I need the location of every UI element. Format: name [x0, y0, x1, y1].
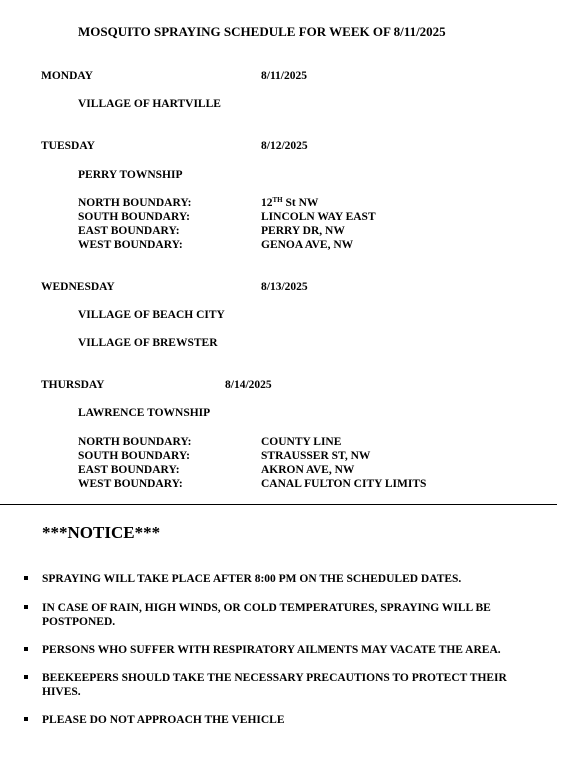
boundary-label-south: SOUTH BOUNDARY:	[78, 211, 190, 223]
boundary-label-west: WEST BOUNDARY:	[78, 478, 183, 490]
boundary-label-south: SOUTH BOUNDARY:	[78, 450, 190, 462]
boundary-value-west: GENOA AVE, NW	[261, 239, 354, 251]
boundary-value-south: STRAUSSER ST, NW	[261, 450, 371, 462]
date-wednesday: 8/13/2025	[261, 281, 308, 293]
section-divider	[0, 504, 557, 505]
notice-heading: ***NOTICE***	[42, 523, 161, 542]
notice-item-text: BEEKEEPERS SHOULD TAKE THE NECESSARY PRECAUTIONS TO PROTECT THEIR HIVES.	[42, 672, 507, 698]
day-label-tuesday: TUESDAY	[41, 140, 95, 152]
bullet-icon	[24, 675, 28, 679]
notice-item-text: SPRAYING WILL TAKE PLACE AFTER 8:00 PM ON THE SCHEDULED DATES.	[42, 573, 462, 585]
notice-item-text: IN CASE OF RAIN, HIGH WINDS, OR COLD TEMPERATURES, SPRAYING WILL BE POSTPONED.	[42, 602, 491, 628]
area-thursday: LAWRENCE TOWNSHIP	[78, 407, 211, 419]
area-wednesday-1: VILLAGE OF BEACH CITY	[78, 309, 225, 321]
bullet-icon	[24, 605, 28, 609]
area-monday: VILLAGE OF HARTVILLE	[78, 98, 221, 110]
boundary-label-east: EAST BOUNDARY:	[78, 225, 180, 237]
boundary-value-north: COUNTY LINE	[261, 436, 342, 448]
boundary-label-north: NORTH BOUNDARY:	[78, 197, 192, 209]
boundary-value-east: PERRY DR, NW	[261, 225, 345, 237]
boundary-value-east: AKRON AVE, NW	[261, 464, 355, 476]
boundary-label-east: EAST BOUNDARY:	[78, 464, 180, 476]
day-label-monday: MONDAY	[41, 70, 93, 82]
day-label-wednesday: WEDNESDAY	[41, 281, 115, 293]
date-tuesday: 8/12/2025	[261, 140, 308, 152]
notice-item-text: PLEASE DO NOT APPROACH THE VEHICLE	[42, 714, 285, 726]
date-monday: 8/11/2025	[261, 70, 308, 82]
notice-item-text: PERSONS WHO SUFFER WITH RESPIRATORY AILMENTS MAY VACATE THE AREA.	[42, 644, 501, 656]
day-label-thursday: THURSDAY	[41, 379, 105, 391]
boundary-value-south: LINCOLN WAY EAST	[261, 211, 376, 223]
boundary-label-north: NORTH BOUNDARY:	[78, 436, 192, 448]
boundary-label-west: WEST BOUNDARY:	[78, 239, 183, 251]
bullet-icon	[24, 647, 28, 651]
area-tuesday: PERRY TOWNSHIP	[78, 169, 183, 181]
boundary-value-west: CANAL FULTON CITY LIMITS	[261, 478, 427, 490]
bullet-icon	[24, 576, 28, 580]
area-wednesday-2: VILLAGE OF BREWSTER	[78, 337, 218, 349]
page-title: MOSQUITO SPRAYING SCHEDULE FOR WEEK OF 8/11/2025	[78, 24, 446, 39]
boundary-value-north: 12TH St NW	[261, 196, 319, 209]
date-thursday: 8/14/2025	[225, 379, 272, 391]
bullet-icon	[24, 717, 28, 721]
